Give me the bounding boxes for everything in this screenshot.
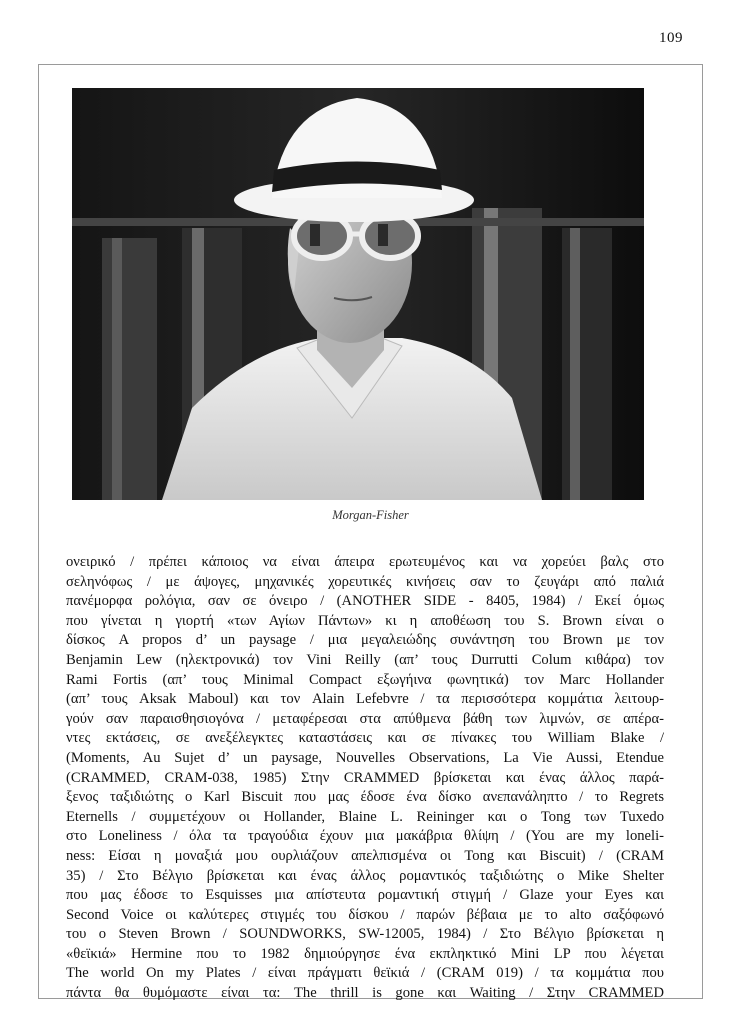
- body-line: Eternells / συμμετέχουν οι Hollander, Blaine L. Reininger και ο Tong των Tuxedo: [66, 808, 664, 825]
- body-line: σεληνόφως / με άψογες, μηχανικές χορευτικές κινήσεις σαν το ζευγάρι από παλιά: [66, 573, 664, 590]
- page-number: 109: [659, 30, 683, 46]
- page-frame: [38, 64, 703, 1002]
- body-line: γούν σαν παραισθησιογόνα / μεταφέρεσαι στα απύθμενα βάθη των λιμνών, σε απέρα-: [66, 710, 664, 727]
- body-line: Benjamin Lew (ηλεκτρονικά) τον Vini Reilly (απ’ τους Durrutti Colum κιθάρα) τον: [66, 651, 664, 668]
- body-line: 35) / Στο Βέλγιο βρίσκεται και ένας άλλος ρομαντικός ταξιδιώτης ο Mike Shelter: [66, 867, 664, 884]
- body-line: δίσκος A propos d’ un paysage / μια μεγαλειώδης συνάντηση του Brown με τον: [66, 632, 664, 649]
- article-body: [66, 553, 664, 1004]
- body-line: του ο Steven Brown / SOUNDWORKS, SW-12005, 1984) / Στο Βέλγιο βρίσκεται η: [66, 926, 664, 943]
- body-line: (απ’ τους Aksak Maboul) και τον Alain Lefebvre / τα περισσότερα κομμάτια λειτουρ-: [66, 691, 664, 708]
- body-line: (CRAMMED, CRAM-038, 1985) Στην CRAMMED βρίσκεται και ένας άλλος παρά-: [66, 769, 664, 786]
- body-line: Rami Fortis (απ’ τους Minimal Compact εξωγήινα φωνητικά) τον Marc Hollander: [66, 671, 664, 688]
- body-line: The world On my Plates / είναι πράγματι θεϊκιά / (CRAM 019) / τα κομμάτια που: [66, 965, 664, 982]
- body-line: ονειρικό / πρέπει κάποιος να είναι άπειρα ερωτευμένος και να χορεύει βαλς στο: [66, 554, 664, 570]
- body-line: στο Loneliness / όλα τα τραγούδια έχουν μια μακάβρια θλίψη / (You are my loneli-: [66, 828, 664, 845]
- body-line: Second Voice οι καλύτερες στιγμές του δίσκου / παρών βέβαια με το alto σαξόφωνό: [66, 906, 664, 923]
- body-line: πάντα θα θυμόμαστε είναι τα: The thrill is gone και Waiting / Στην CRAMMED: [66, 985, 664, 1002]
- body-line: «θεϊκιά» Hermine που το 1982 δημιούργησε ένα εκπληκτικό Mini LP που λέγεται: [66, 945, 664, 962]
- body-line: (Moments, Au Sujet d’ un paysage, Nouvelles Observations, La Vie Aussi, Etendue: [66, 749, 664, 766]
- body-line: που μας έδοσε το Esquisses μια απίστευτα ρομαντική στιγμή / Glaze your Eyes και: [66, 887, 664, 904]
- body-line: ντες εκτάσεις, σε ανεξέλεγκτες καταστάσεις και σε πίνακες του William Blake /: [66, 730, 664, 747]
- portrait-illustration: [72, 88, 644, 500]
- figure-caption: Morgan-Fisher: [332, 508, 409, 522]
- portrait-photo: [72, 88, 644, 500]
- body-line: πανέμορφα ρολόγια, σαν σε όνειρο / (ANOTHER SIDE - 8405, 1984) / Εκεί όμως: [66, 593, 664, 610]
- body-line: που γίνεται η γιορτή «των Αγίων Πάντων» κι η αποθέωση του S. Brown είναι ο: [66, 612, 664, 629]
- body-line: ness: Είσαι η μοναξιά μου ουρλιάζουν απελπισμένα οι Tong και Biscuit) / (CRAM: [66, 847, 664, 864]
- body-line: ξενος ταξιδιώτης ο Karl Biscuit που μας έδοσε ένα δίσκο ανεπανάληπτο / το Regrets: [66, 789, 664, 806]
